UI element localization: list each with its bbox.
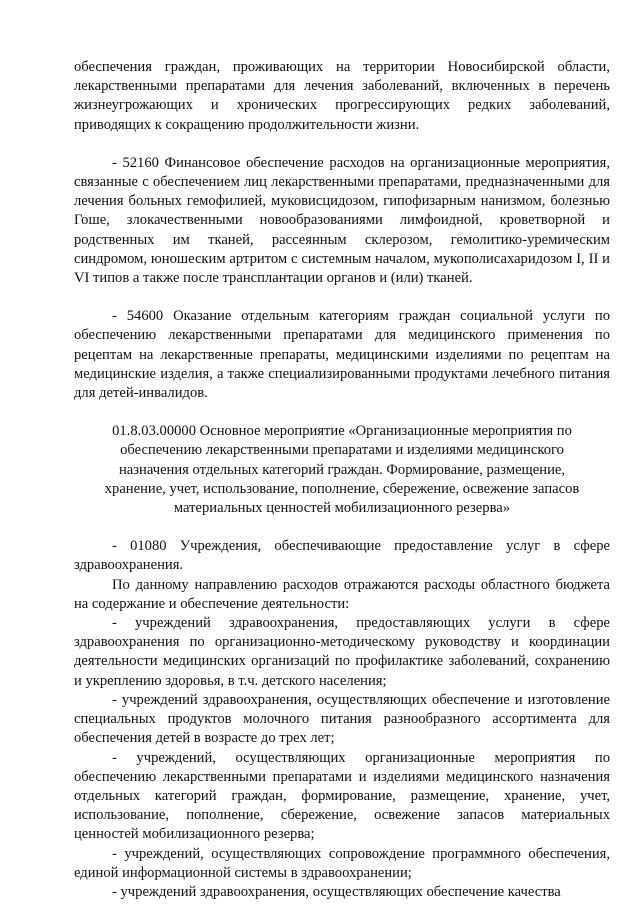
paragraph-54600: - 54600 Оказание отдельным категориям граждан социальной услуги по обеспечению лекарственными препаратами для медицинского применения по рецептам на лекарственные препараты, медицинскими изделиями по рецептам на медицинские изделия, а также специализированными продуктами лечебного питания для детей-инвалидов. — [74, 308, 610, 402]
section-heading-01-8-03: 01.8.03.00000 Основное мероприятие «Организационные мероприятия по обеспечению лекарственными препаратами и изделиями медицинского назначения отдельных категорий граждан. Формирование, размещение, хранение, учет, использование, пополнение, сбережение, освежение запасов материальных ценностей мобилизационного резерва» — [104, 423, 580, 517]
list-item-software-support: - учреждений, осуществляющих сопровождение программного обеспечения, единой информационной системы в здравоохранении; — [74, 845, 610, 881]
list-item-methodical: - учреждений здравоохранения, предоставляющих услуги в сфере здравоохранения по организационно-методическому руководству и координации деятельности медицинских организаций по профилактике заболеваний, сохранению и укреплению здоровья, в т.ч. детского населения; — [74, 615, 610, 689]
list-item-milk-nutrition: - учреждений здравоохранения, осуществляющих обеспечение и изготовление специальных продуктов молочного питания разнообразного ассортимента для обеспечения детей в возрасте до трех лет; — [74, 691, 610, 747]
list-item-medicines-reserve: - учреждений, осуществляющих организационные мероприятия по обеспечению лекарственными препаратами и изделиями медицинского назначения отдельных категорий граждан, формирование, размещение, хранение, учет, использование, пополнение, сбережение, освежение запасов материальных ценностей мобилизационного резерва; — [74, 749, 610, 843]
document-page — [74, 58, 610, 902]
paragraph-continuation: обеспечения граждан, проживающих на территории Новосибирской области, лекарственными препаратами для лечения заболеваний, включенных в перечень жизнеугрожающих и хронических прогрессирующих редких заболеваний, приводящих к сокращению продолжительности жизни. — [74, 59, 610, 133]
paragraph-01080: - 01080 Учреждения, обеспечивающие предоставление услуг в сфере здравоохранения. — [74, 538, 610, 574]
paragraph-expenses-intro: По данному направлению расходов отражаются расходы областного бюджета на содержание и обеспечение деятельности: — [74, 576, 610, 612]
paragraph-52160: - 52160 Финансовое обеспечение расходов на организационные мероприятия, связанные с обеспечением лиц лекарственными препаратами, предназначенными для лечения больных гемофилией, муковисцидозом, гипофизарным нанизмом, болезнью Гоше, злокачественными новообразованиями лимфоидной, кроветворной и родственных им тканей, рассеянным склерозом, гемолитико-уремическим синдромом, юношеским артритом с системным началом, мукополисахаридозом I, II и VI типов а также после трансплантации органов и (или) тканей. — [74, 154, 610, 287]
list-item-quality: - учреждений здравоохранения, осуществляющих обеспечение качества — [112, 883, 561, 900]
